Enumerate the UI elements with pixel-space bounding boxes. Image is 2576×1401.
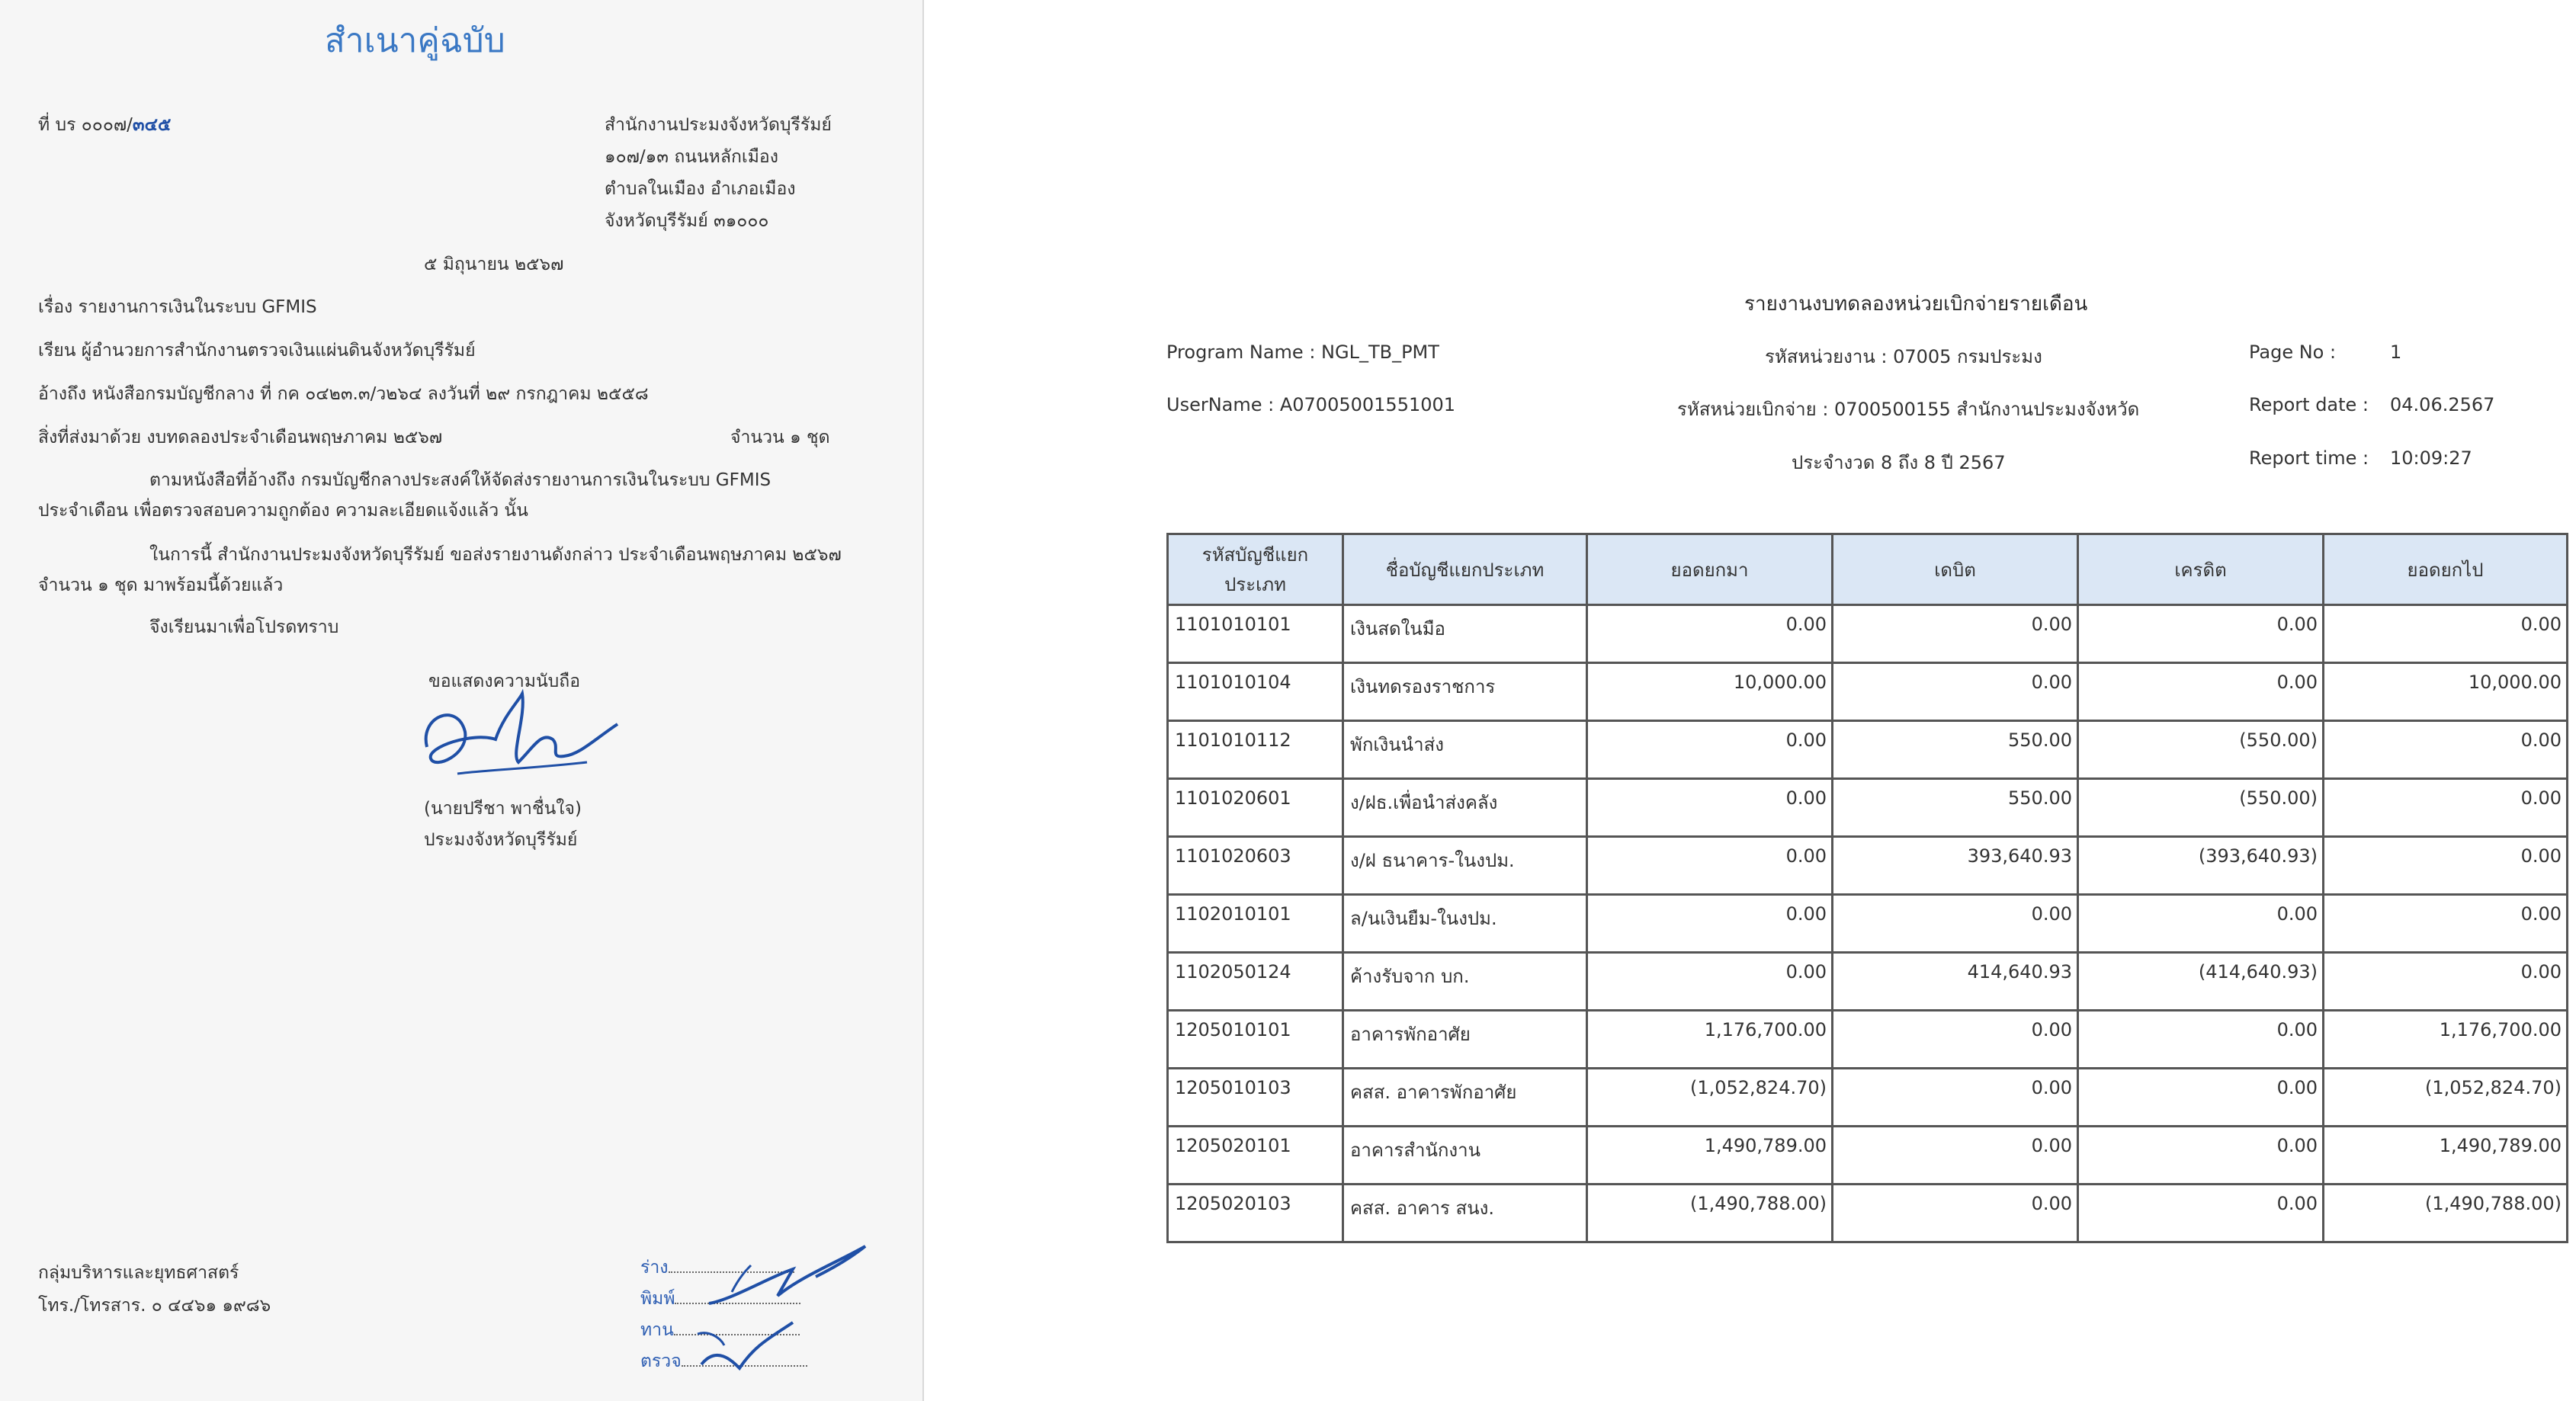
reference-number [38,111,171,139]
account-name-cell: ล/นเงินยืม-ในงปม. [1343,895,1587,953]
opening-balance-cell: 0.00 [1587,779,1833,837]
debit-cell: 414,640.93 [1833,953,2078,1011]
account-name-cell: ค้างรับจาก บก. [1343,953,1587,1011]
user-name: UserName : A07005001551001 [1166,394,1456,415]
closing-balance-cell: 0.00 [2324,895,2568,953]
table-row [1168,1069,2568,1127]
account-code-cell: 1101010101 [1168,605,1343,663]
signature-image [412,686,625,785]
paragraph-2-line-1: ในการนี้ สำนักงานประมงจังหวัดบุรีรัมย์ ขอส่งรายงานดังกล่าว ประจำเดือนพฤษภาคม ๒๕๖๗ [149,545,842,565]
program-name: Program Name : NGL_TB_PMT [1166,341,1439,363]
account-name-cell: อาคารสำนักงาน [1343,1127,1587,1185]
letter-enclosure-quantity: จำนวน ๑ ชุด [730,428,830,447]
page-no-label: Page No : [2249,341,2337,363]
table-row [1168,779,2568,837]
debit-cell: 550.00 [1833,779,2078,837]
column-header-closing-balance: ยอดยกไป [2324,534,2568,605]
opening-balance-cell: 1,176,700.00 [1587,1011,1833,1069]
credit-cell: (550.00) [2078,721,2324,779]
credit-cell: 0.00 [2078,895,2324,953]
closing-balance-cell: (1,490,788.00) [2324,1185,2568,1242]
workflow-label: พิมพ์ [640,1289,675,1309]
opening-balance-cell: 0.00 [1587,895,1833,953]
table-row [1168,1185,2568,1242]
debit-cell: 0.00 [1833,663,2078,721]
opening-balance-cell: 0.00 [1587,953,1833,1011]
department-phone: โทร./โทรสาร. ๐ ๔๔๖๑ ๑๙๘๖ [38,1296,271,1316]
page-divider [922,0,924,1401]
letter-recipient: เรียน ผู้อำนวยการสำนักงานตรวจเงินแผ่นดินจังหวัดบุรีรัมย์ [38,341,476,361]
report-date-value: 04.06.2567 [2390,394,2495,415]
credit-cell: 0.00 [2078,1069,2324,1127]
sender-address-line-4: จังหวัดบุรีรัมย์ ๓๑๐๐๐ [605,211,769,231]
debit-cell: 0.00 [1833,1069,2078,1127]
column-header-debit: เดบิต [1833,534,2078,605]
closing-balance-cell: 0.00 [2324,721,2568,779]
column-header-opening-balance: ยอดยกมา [1587,534,1833,605]
signer-name: (นายปรีชา พาชื่นใจ) [424,799,582,819]
closing-balance-cell: 0.00 [2324,837,2568,895]
trial-balance-table [1166,533,2568,1243]
letter-regards: ขอแสดงความนับถือ [428,672,581,691]
column-header-credit: เครดิต [2078,534,2324,605]
letter-date: ๕ มิถุนายน ๒๕๖๗ [424,255,564,274]
credit-cell: 0.00 [2078,1127,2324,1185]
closing-balance-cell: 10,000.00 [2324,663,2568,721]
credit-cell: (414,640.93) [2078,953,2324,1011]
closing-balance-cell: 0.00 [2324,953,2568,1011]
debit-cell: 0.00 [1833,895,2078,953]
table-row [1168,895,2568,953]
letter-reference: อ้างถึง หนังสือกรมบัญชีกลาง ที่ กค ๐๔๒๓.๓/ว๒๖๔ ลงวันที่ ๒๙ กรกฎาคม ๒๕๕๘ [38,384,649,404]
initials-image [686,1231,877,1383]
paragraph-1-line-2: ประจำเดือน เพื่อตรวจสอบความถูกต้อง ความละเอียดแจ้งแล้ว นั้น [38,501,528,521]
account-name-cell: คสส. อาคาร สนง. [1343,1185,1587,1242]
credit-cell: 0.00 [2078,1185,2324,1242]
closing-balance-cell: 1,176,700.00 [2324,1011,2568,1069]
department-name: กลุ่มบริหารและยุทธศาสตร์ [38,1263,239,1283]
account-code-cell: 1205020103 [1168,1185,1343,1242]
disbursing-unit: รหัสหน่วยเบิกจ่าย : 0700500155 สำนักงานประมงจังหวัด [1677,399,2140,420]
letter-page [0,0,922,1401]
account-code-cell: 1101010112 [1168,721,1343,779]
report-title: รายงานงบทดลองหน่วยเบิกจ่ายรายเดือน [1744,293,2088,316]
account-name-cell: พักเงินนำส่ง [1343,721,1587,779]
page-no-value: 1 [2390,341,2402,363]
credit-cell: 0.00 [2078,605,2324,663]
sender-address-line-1: สำนักงานประมงจังหวัดบุรีรัมย์ [605,115,832,135]
letter-subject: เรื่อง รายงานการเงินในระบบ GFMIS [38,297,317,317]
column-header-account-code: รหัสบัญชีแยกประเภท [1168,534,1343,605]
letter-enclosure: สิ่งที่ส่งมาด้วย งบทดลองประจำเดือนพฤษภาคม ๒๕๖๗ [38,428,443,447]
account-code-cell: 1205010101 [1168,1011,1343,1069]
account-name-cell: เงินสดในมือ [1343,605,1587,663]
account-name-cell: อาคารพักอาศัย [1343,1011,1587,1069]
account-code-cell: 1102010101 [1168,895,1343,953]
reference-number-prefix: ที่ บร ๐๐๐๗/ [38,115,133,135]
column-header-account-name: ชื่อบัญชีแยกประเภท [1343,534,1587,605]
credit-cell: 0.00 [2078,663,2324,721]
letter-closing: จึงเรียนมาเพื่อโปรดทราบ [149,617,339,637]
report-time-value: 10:09:27 [2390,447,2472,469]
debit-cell: 393,640.93 [1833,837,2078,895]
account-code-cell: 1205020101 [1168,1127,1343,1185]
debit-cell: 0.00 [1833,1127,2078,1185]
account-code-cell: 1101020603 [1168,837,1343,895]
credit-cell: (393,640.93) [2078,837,2324,895]
table-header-row [1168,534,2568,605]
debit-cell: 0.00 [1833,605,2078,663]
table-row [1168,1011,2568,1069]
debit-cell: 0.00 [1833,1185,2078,1242]
account-name-cell: ง/ฝ ธนาคาร-ในงปม. [1343,837,1587,895]
report-time-label: Report time : [2249,447,2369,469]
table-row [1168,721,2568,779]
account-name-cell: คสส. อาคารพักอาศัย [1343,1069,1587,1127]
debit-cell: 550.00 [1833,721,2078,779]
account-code-cell: 1101020601 [1168,779,1343,837]
reference-number-value: ๓๔๕ [132,115,172,135]
letter-title: สำเนาคู่ฉบับ [325,21,505,60]
workflow-label: ทาน [640,1320,674,1340]
table-row [1168,663,2568,721]
sender-address-line-3: ตำบลในเมือง อำเภอเมือง [605,179,796,199]
account-code-cell: 1102050124 [1168,953,1343,1011]
debit-cell: 0.00 [1833,1011,2078,1069]
sender-address-line-2: ๑๐๗/๑๓ ถนนหลักเมือง [605,147,778,167]
account-name-cell: เงินทดรองราชการ [1343,663,1587,721]
report-date-label: Report date : [2249,394,2369,415]
opening-balance-cell: 10,000.00 [1587,663,1833,721]
table-row [1168,1127,2568,1185]
table-row [1168,953,2568,1011]
account-code-cell: 1101010104 [1168,663,1343,721]
workflow-label: ร่าง [640,1258,669,1278]
closing-balance-cell: (1,052,824.70) [2324,1069,2568,1127]
account-name-cell: ง/ฝธ.เพื่อนำส่งคลัง [1343,779,1587,837]
paragraph-1-line-1: ตามหนังสือที่อ้างถึง กรมบัญชีกลางประสงค์ให้จัดส่งรายงานการเงินในระบบ GFMIS [149,470,772,490]
credit-cell: 0.00 [2078,1011,2324,1069]
credit-cell: (550.00) [2078,779,2324,837]
opening-balance-cell: 1,490,789.00 [1587,1127,1833,1185]
closing-balance-cell: 0.00 [2324,779,2568,837]
opening-balance-cell: (1,490,788.00) [1587,1185,1833,1242]
report-period: ประจำงวด 8 ถึง 8 ปี 2567 [1792,452,2006,473]
paragraph-2-line-2: จำนวน ๑ ชุด มาพร้อมนี้ด้วยแล้ว [38,575,284,595]
signer-position: ประมงจังหวัดบุรีรัมย์ [424,830,578,850]
opening-balance-cell: 0.00 [1587,721,1833,779]
opening-balance-cell: 0.00 [1587,837,1833,895]
unit-code: รหัสหน่วยงาน : 07005 กรมประมง [1765,346,2042,367]
account-code-cell: 1205010103 [1168,1069,1343,1127]
table-row [1168,837,2568,895]
workflow-label: ตรวจ [640,1351,682,1371]
opening-balance-cell: 0.00 [1587,605,1833,663]
table-body [1168,605,2568,1242]
opening-balance-cell: (1,052,824.70) [1587,1069,1833,1127]
closing-balance-cell: 0.00 [2324,605,2568,663]
closing-balance-cell: 1,490,789.00 [2324,1127,2568,1185]
table-row [1168,605,2568,663]
